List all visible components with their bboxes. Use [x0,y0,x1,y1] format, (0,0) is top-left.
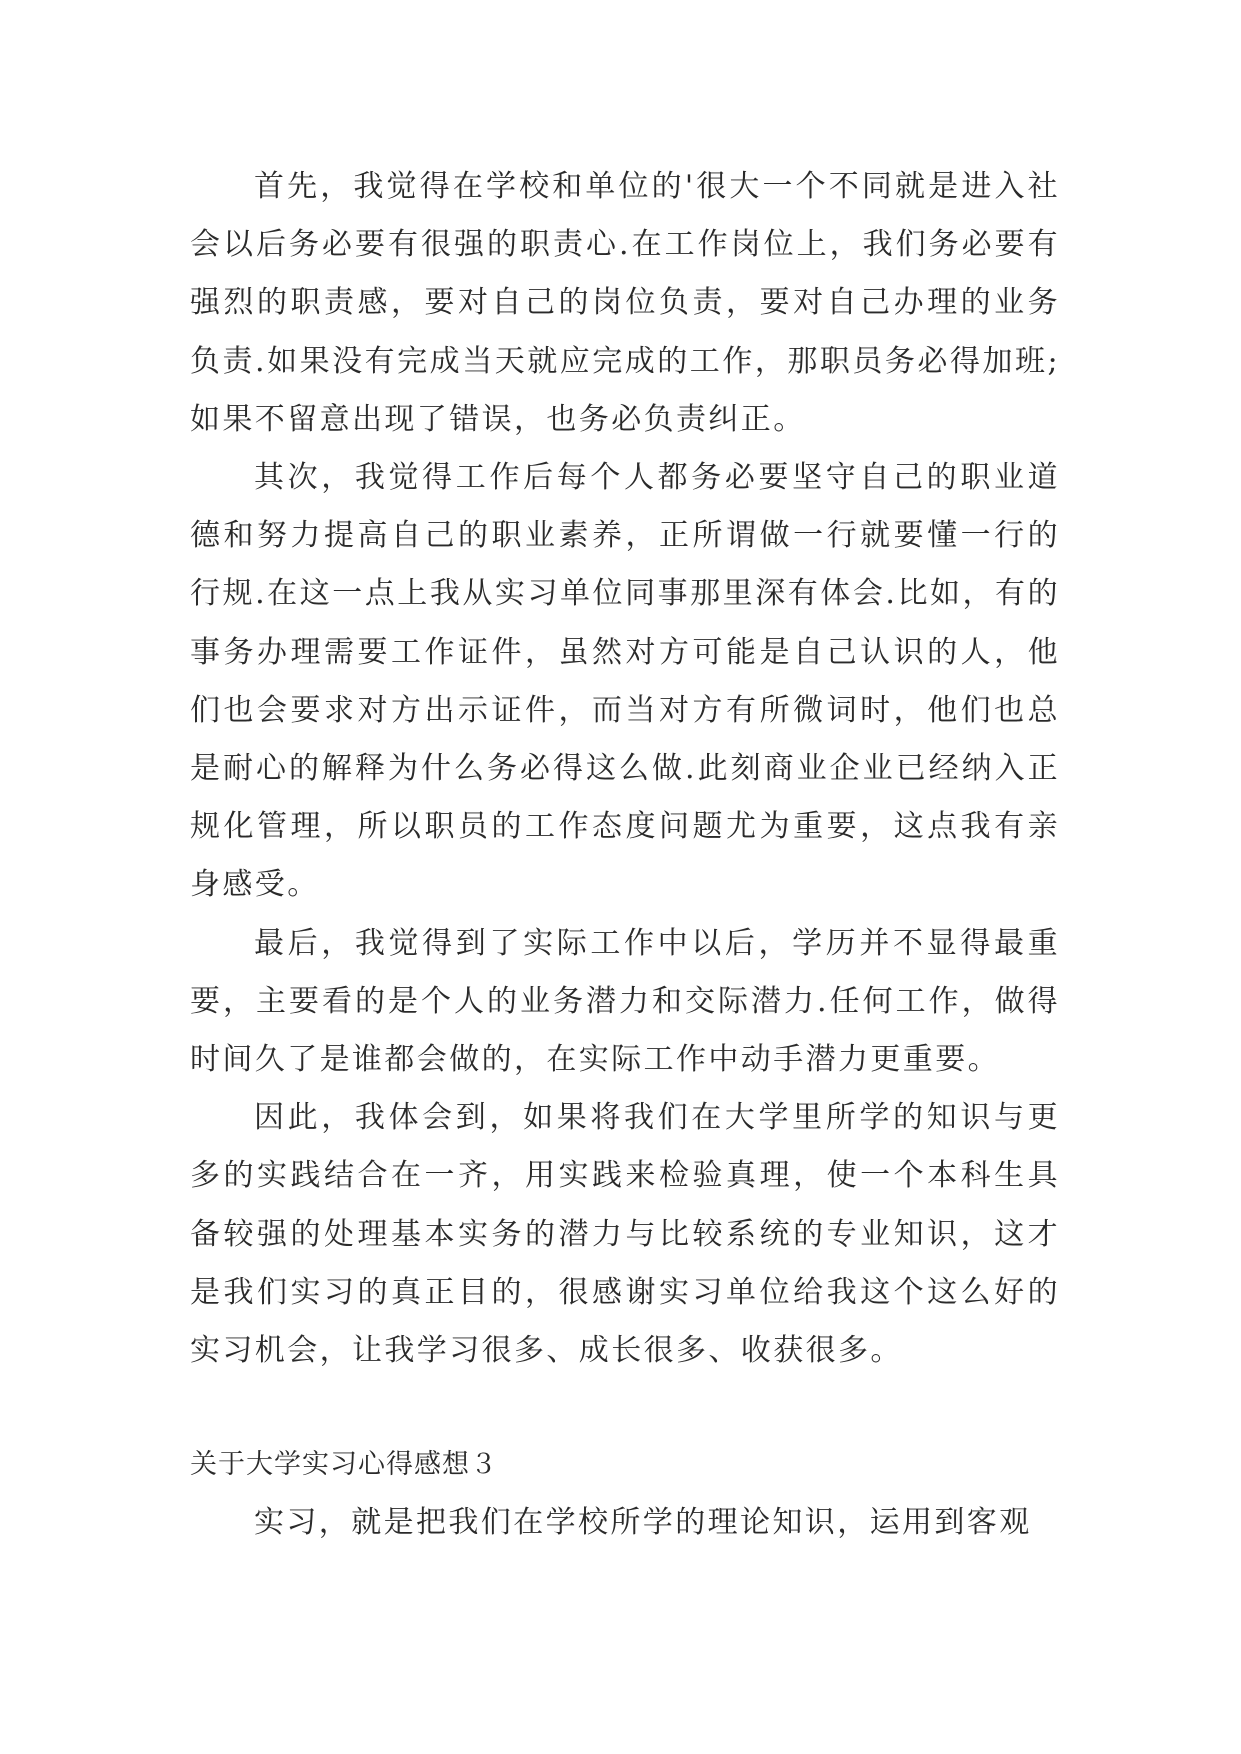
section-first-paragraph: 实习，就是把我们在学校所学的理论知识，运用到客观 [254,1505,1032,1541]
document-body [190,158,1060,1552]
section-heading: 关于大学实习心得感想３ [190,1449,498,1481]
paragraph-3: 最后，我觉得到了实际工作中以后，学历并不显得最重要，主要看的是个人的业务潜力和交际潜力.任何工作，做得时间久了是谁都会做的，在实际工作中动手潜力更重要。 [190,925,1060,1078]
paragraph-4: 因此，我体会到，如果将我们在大学里所学的知识与更多的实践结合在一齐，用实践来检验真理，使一个本科生具备较强的处理基本实务的潜力与比较系统的专业知识，这才是我们实习的真正目的，很感谢实习单位给我这个这么好的实习机会，让我学习很多、成长很多、收获很多。 [190,1100,1060,1369]
paragraph-2: 其次，我觉得工作后每个人都务必要坚守自己的职业道德和努力提高自己的职业素养，正所谓做一行就要懂一行的行规.在这一点上我从实习单位同事那里深有体会.比如，有的事务办理需要工作证件，虽然对方可能是自己认识的人，他们也会要求对方出示证件，而当对方有所微词时，他们也总是耐心的解释为什么务必得这么做.此刻商业企业已经纳入正规化管理，所以职员的工作态度问题尤为重要，这点我有亲身感受。 [190,460,1060,903]
paragraph-1: 首先，我觉得在学校和单位的'很大一个不同就是进入社会以后务必要有很强的职责心.在工作岗位上，我们务必要有强烈的职责感，要对自己的岗位负责，要对自己办理的业务负责.如果没有完成当天就应完成的工作，那职员务必得加班;如果不留意出现了错误，也务必负责纠正。 [190,169,1060,437]
